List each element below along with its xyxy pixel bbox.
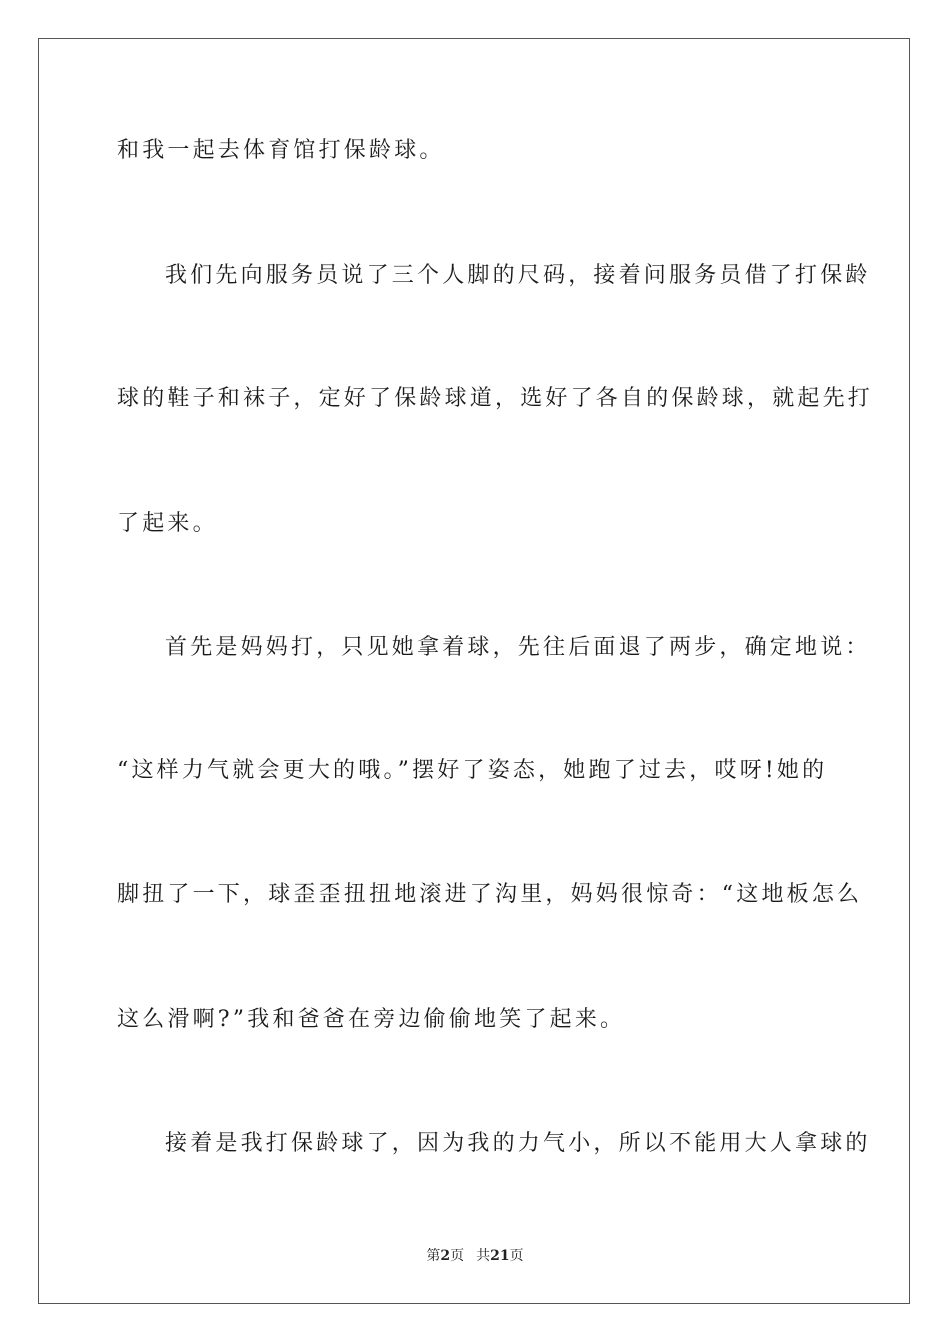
text-line-2: 我们先向服务员说了三个人脚的尺码，接着问服务员借了打保龄: [165, 263, 871, 288]
text-line-1: 和我一起去体育馆打保龄球。: [117, 138, 445, 163]
total-suffix: 页: [509, 1248, 524, 1264]
page-footer: [0, 1247, 950, 1265]
text-line-4: 了起来。: [117, 511, 218, 536]
text-line-9: 接着是我打保龄球了，因为我的力气小，所以不能用大人拿球的: [165, 1131, 871, 1156]
total-page-count: 21: [490, 1248, 510, 1264]
text-line-7: 脚扭了一下，球歪歪扭扭地滚进了沟里，妈妈很惊奇：“这地板怎么: [117, 882, 863, 907]
text-line-6: “这样力气就会更大的哦。”摆好了姿态，她跑了过去，哎呀!她的: [117, 758, 828, 783]
total-prefix: 共: [476, 1248, 491, 1264]
text-line-8: 这么滑啊?”我和爸爸在旁边偷偷地笑了起来。: [117, 1007, 626, 1032]
text-line-3: 球的鞋子和袜子，定好了保龄球道，选好了各自的保龄球，就起先打: [117, 386, 874, 411]
page-prefix: 第: [426, 1248, 441, 1264]
text-line-5: 首先是妈妈打，只见她拿着球，先往后面退了两步，确定地说：: [165, 635, 871, 660]
current-page-number: 2: [440, 1248, 451, 1264]
page-suffix: 页: [450, 1248, 465, 1264]
page-frame: [38, 38, 910, 1304]
